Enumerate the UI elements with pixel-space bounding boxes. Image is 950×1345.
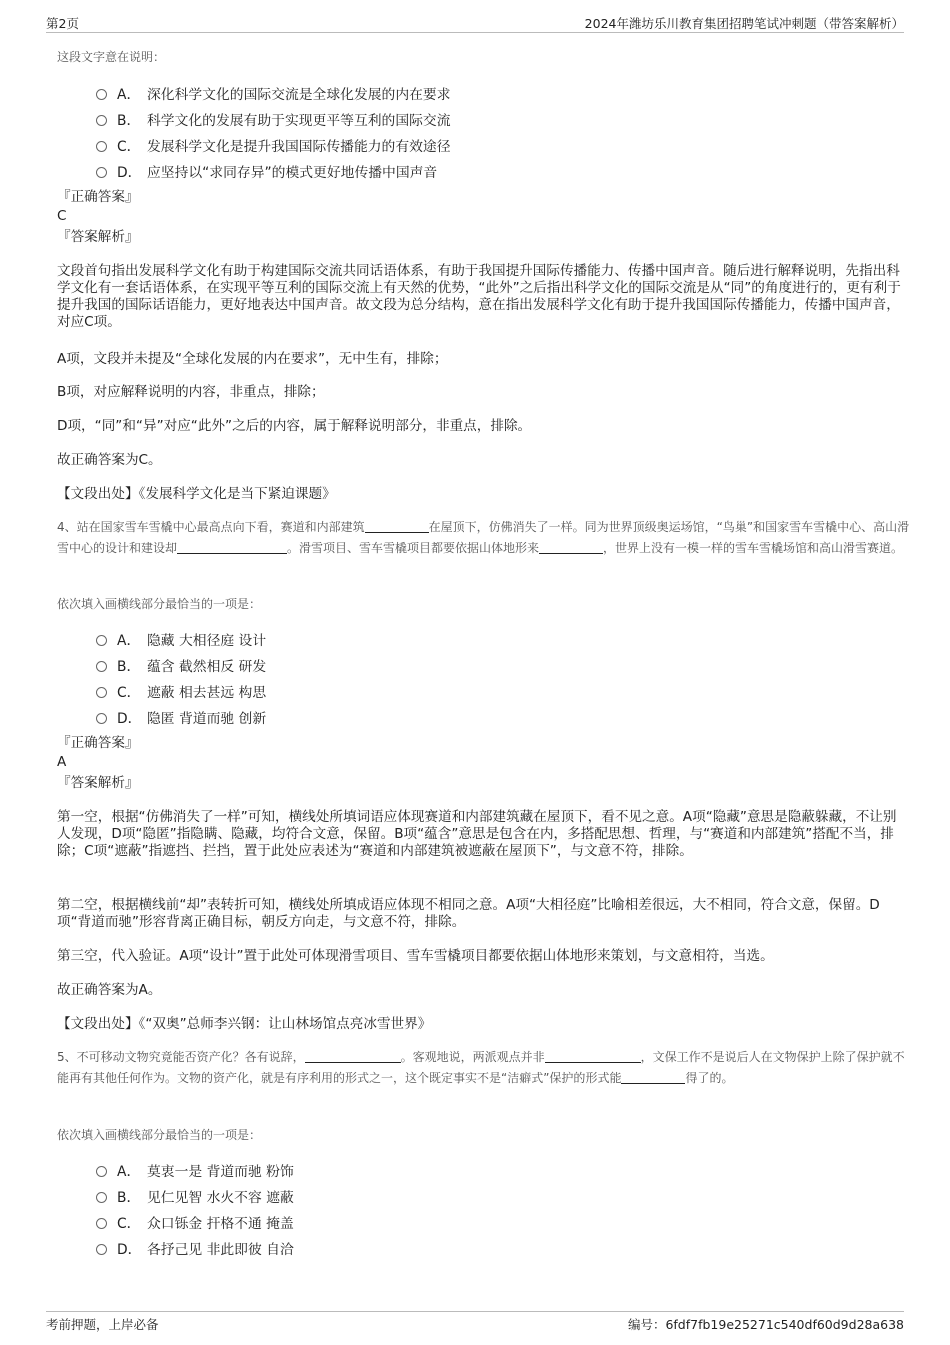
q3-option-a[interactable] — [96, 83, 451, 103]
radio-icon[interactable] — [96, 661, 107, 672]
q5-option-a[interactable] — [96, 1160, 294, 1180]
q5-option-b[interactable] — [96, 1186, 294, 1206]
q3-stem-tail: 这段文字意在说明： — [57, 50, 166, 64]
q4-analysis-paragraph: 故正确答案为A。 — [57, 982, 162, 998]
q3-answer: C — [57, 208, 67, 224]
option-letter: C． — [117, 685, 141, 701]
option-text: 科学文化的发展有助于实现更平等互利的国际交流 — [147, 113, 451, 129]
option-letter: A． — [117, 87, 141, 103]
option-letter: B． — [117, 659, 141, 675]
option-letter: D． — [117, 1242, 142, 1258]
fill-blank — [365, 532, 429, 533]
document-title: 2024年潍坊乐川教育集团招聘笔试冲刺题（带答案解析） — [584, 16, 904, 31]
fill-blank — [305, 1062, 401, 1063]
option-text: 应坚持以“求同存异”的模式更好地传播中国声音 — [147, 165, 438, 181]
option-letter: A． — [117, 633, 141, 649]
option-text: 见仁见智 水火不容 遮蔽 — [147, 1190, 294, 1206]
option-text: 莫衷一是 背道而驰 粉饰 — [147, 1164, 294, 1180]
q3-answer-label: 『正确答案』 — [57, 189, 139, 205]
q4-option-d[interactable] — [96, 707, 266, 727]
q4-option-b[interactable] — [96, 655, 266, 675]
option-text: 隐藏 大相径庭 设计 — [147, 633, 267, 649]
q5-option-d[interactable] — [96, 1238, 294, 1258]
option-letter: B． — [117, 1190, 141, 1206]
radio-icon[interactable] — [96, 89, 107, 100]
option-text: 发展科学文化是提升我国国际传播能力的有效途径 — [147, 139, 451, 155]
q3-option-b[interactable] — [96, 109, 451, 129]
q4-analysis-label: 『答案解析』 — [57, 775, 139, 791]
radio-icon[interactable] — [96, 1166, 107, 1177]
q4-answer: A — [57, 754, 67, 770]
option-text: 蕴含 截然相反 研发 — [147, 659, 267, 675]
radio-icon[interactable] — [96, 1218, 107, 1229]
q3-analysis-paragraph: D项，“同”和“异”对应“此外”之后的内容，属于解释说明部分，非重点，排除。 — [57, 418, 532, 434]
q4-analysis-paragraph: 第二空，根据横线前“却”表转折可知，横线处所填成语应体现不相同之意。A项“大相径庭”比喻相差很远，大不相同，符合文意，保留。D项“背道而驰”形容背离正确目标，朝反方向走，与文意不符，排除。 — [57, 897, 880, 930]
radio-icon[interactable] — [96, 141, 107, 152]
fill-blank — [539, 553, 603, 554]
q5-option-c[interactable] — [96, 1212, 294, 1232]
q5-stem: 5、不可移动文物究竟能否资产化？各有说辞， 。客观地说，两派观点并非 ，文保工作不是说后人在文物保护上除了保护就不能再有其他任何作为。文物的资产化，就是有序利用的形式之一，这个既定事实不是“洁癖式”保护的形式能 得了的。 — [57, 1050, 905, 1085]
option-text: 各抒己见 非此即彼 自洽 — [147, 1242, 294, 1258]
option-letter: C． — [117, 139, 141, 155]
option-text: 深化科学文化的国际交流是全球化发展的内在要求 — [147, 87, 451, 103]
q3-source: 【文段出处】《发展科学文化是当下紧迫课题》 — [57, 486, 336, 502]
document-code: 编号：6fdf7fb19e25271c540df60d9d28a638 — [627, 1317, 904, 1332]
page-footer — [46, 1311, 904, 1332]
q4-stem: 4、站在国家雪车雪橇中心最高点向下看，赛道和内部建筑 在屋顶下，仿佛消失了一样。同为世界顶级奥运场馆，“鸟巢”和国家雪车雪橇中心、高山滑雪中心的设计和建设却 。滑雪项目、雪车雪橇项目都要依据山体地形来 ，世界上没有一模一样的雪车雪橇场馆和高山滑雪赛道。 — [57, 520, 910, 555]
option-letter: A． — [117, 1164, 141, 1180]
q3-analysis-paragraph: 故正确答案为C。 — [57, 452, 162, 468]
q4-prompt: 依次填入画横线部分最恰当的一项是： — [57, 597, 262, 611]
q4-option-c[interactable] — [96, 681, 266, 701]
option-text: 遮蔽 相去甚远 构思 — [147, 685, 267, 701]
option-text: 众口铄金 扞格不通 掩盖 — [147, 1216, 294, 1232]
q3-analysis-paragraph: 文段首句指出发展科学文化有助于构建国际交流共同话语体系，有助于我国提升国际传播能力、传播中国声音。随后进行解释说明，先指出科学文化有一套话语体系，在实现平等互利的国际交流上有天然的优势，“此外”之后指出科学文化的国际交流是从“同”的角度进行的，更有利于提升我国的国际话语能力，更好地表达中国声音。故文段为总分结构，意在指出发展科学文化有助于提升我国国际传播能力，传播中国声音，对应C项。 — [57, 263, 901, 330]
q4-analysis-paragraph: 第三空，代入验证。A项“设计”置于此处可体现滑雪项目、雪车雪橇项目都要依据山体地形来策划，与文意相符，当选。 — [57, 948, 774, 964]
radio-icon[interactable] — [96, 115, 107, 126]
q3-option-c[interactable] — [96, 135, 451, 155]
option-text: 隐匿 背道而驰 创新 — [147, 711, 267, 727]
q3-analysis-paragraph: A项，文段并未提及“全球化发展的内在要求”，无中生有，排除； — [57, 351, 448, 367]
option-letter: D． — [117, 711, 142, 727]
radio-icon[interactable] — [96, 635, 107, 646]
q3-option-d[interactable] — [96, 161, 437, 181]
q4-source: 【文段出处】《“双奥”总师李兴钢：让山林场馆点亮冰雪世界》 — [57, 1016, 432, 1032]
q3-analysis-label: 『答案解析』 — [57, 229, 139, 245]
radio-icon[interactable] — [96, 713, 107, 724]
q4-answer-label: 『正确答案』 — [57, 735, 139, 751]
page-number: 第2页 — [46, 16, 79, 31]
fill-blank — [177, 553, 287, 554]
q5-prompt: 依次填入画横线部分最恰当的一项是： — [57, 1128, 262, 1142]
q4-analysis-paragraph: 第一空，根据“仿佛消失了一样”可知，横线处所填词语应体现赛道和内部建筑藏在屋顶下，看不见之意。A项“隐藏”意思是隐蔽躲藏，不让别人发现，D项“隐匿”指隐瞒、隐藏，均符合文意，保留。B项“蕴含”意思是包含在内，多搭配思想、哲理，与“赛道和内部建筑”搭配不当，排除；C项“遮蔽”指遮挡、拦挡，置于此处应表述为“赛道和内部建筑被遮蔽在屋顶下”，与文意不符，排除。 — [57, 809, 897, 859]
radio-icon[interactable] — [96, 687, 107, 698]
radio-icon[interactable] — [96, 167, 107, 178]
radio-icon[interactable] — [96, 1192, 107, 1203]
q3-analysis-paragraph: B项，对应解释说明的内容，非重点，排除； — [57, 384, 325, 400]
option-letter: C． — [117, 1216, 141, 1232]
q4-option-a[interactable] — [96, 629, 266, 649]
fill-blank — [545, 1062, 641, 1063]
option-letter: B． — [117, 113, 141, 129]
option-letter: D． — [117, 165, 142, 181]
page-header — [46, 14, 904, 33]
footer-slogan: 考前押题，上岸必备 — [46, 1317, 159, 1332]
radio-icon[interactable] — [96, 1244, 107, 1255]
fill-blank — [621, 1083, 685, 1084]
